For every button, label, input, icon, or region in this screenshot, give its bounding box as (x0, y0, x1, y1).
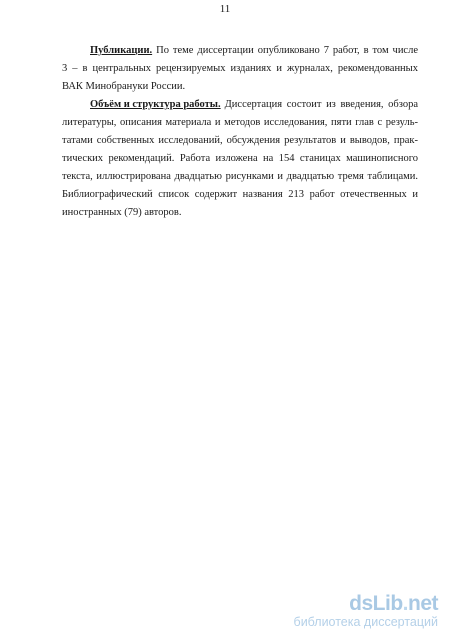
structure-line-4 (62, 150, 418, 168)
structure-line-2 (62, 114, 418, 132)
structure-line-1-text (221, 96, 418, 114)
dslib-logo-lib: Lib (372, 592, 403, 615)
page-number: 11 (219, 3, 231, 15)
publications-line-1-body: По теме диссертации опубликовано 7 работ, в том числе (156, 45, 418, 56)
publications-line-3-text: ВАК Минобрануки России. (62, 81, 186, 92)
dslib-subtitle: библиотека диссертаций (293, 615, 438, 629)
dslib-logo-ds: ds (349, 592, 373, 615)
structure-line-3-text: татами собственных исследований, обсуждения результатов и выводов, прак- (62, 135, 418, 146)
publications-line-1 (62, 42, 418, 60)
dslib-logo-dot: . (402, 592, 408, 615)
publications-line-1-text (152, 42, 418, 60)
dslib-logo-net: net (408, 592, 438, 615)
structure-line-2-text: литературы, описания материала и методов исследования, пяти глав с резуль- (62, 117, 418, 128)
structure-line-6-text: Библиографический список содержит названия 213 работ отечественных и (62, 189, 418, 200)
publications-line-2 (62, 60, 418, 78)
publications-paragraph (62, 42, 418, 96)
structure-line-7 (62, 204, 418, 222)
structure-paragraph (62, 96, 418, 222)
dslib-watermark (294, 593, 438, 629)
publications-line-3 (62, 78, 418, 96)
dslib-logo (294, 593, 438, 615)
structure-line-6 (62, 186, 418, 204)
structure-line-3 (62, 132, 418, 150)
publications-heading: Публикации. (90, 45, 153, 56)
structure-line-5-text: текста, иллюстрирована двадцатью рисунками и двадцатью тремя таблицами. (62, 171, 418, 182)
publications-line-2-text: 3 – в центральных рецензируемых изданиях и журналах, рекомендованных (62, 63, 418, 74)
structure-line-1-body: Диссертация состоит из введения, обзора (224, 99, 418, 110)
structure-line-5 (62, 168, 418, 186)
structure-heading: Объём и структура работы. (90, 99, 221, 110)
structure-line-1 (62, 96, 418, 114)
structure-line-7-text: иностранных (79) авторов. (62, 207, 182, 218)
structure-line-4-text: тических рекомендаций. Работа изложена на 154 станицах машинописного (62, 153, 418, 164)
